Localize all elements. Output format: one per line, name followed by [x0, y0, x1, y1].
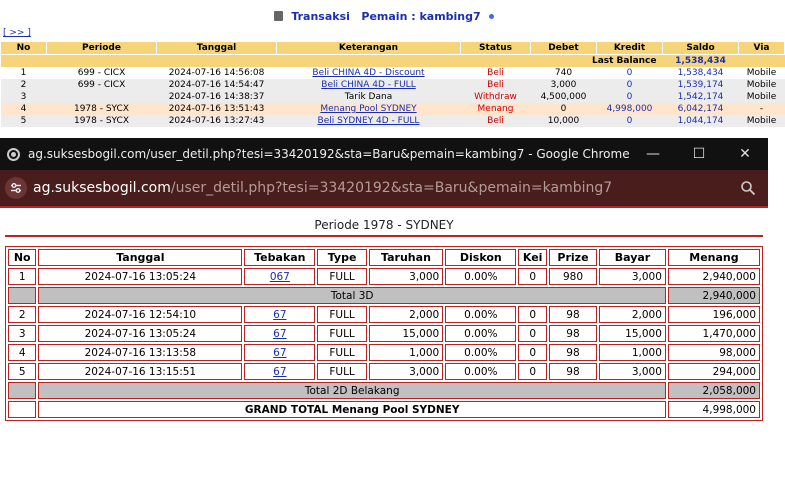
- transaction-cell-tanggal: 2024-07-16 14:56:08: [157, 67, 277, 79]
- bet-col-header: Kei: [518, 249, 546, 266]
- bg-col-header: Periode: [47, 42, 157, 55]
- bet-cell-type: FULL: [317, 344, 366, 361]
- bet-detail-table: [5, 246, 763, 421]
- grand-total-row-value: 4,998,000: [668, 401, 760, 418]
- bet-cell-diskon: 0.00%: [445, 363, 516, 380]
- bet-row: [8, 325, 760, 342]
- bet-cell-bayar: 3,000: [599, 363, 666, 380]
- bet-cell-menang: 2,940,000: [668, 268, 760, 285]
- bet-cell-taruhan: 2,000: [369, 306, 443, 323]
- transaction-cell-status: Withdraw: [461, 91, 531, 103]
- bet-header-row: [8, 249, 760, 266]
- address-bar: [0, 170, 768, 206]
- chrome-app-icon: [7, 148, 20, 161]
- bet-col-header: Taruhan: [369, 249, 443, 266]
- bet-col-header: Prize: [549, 249, 597, 266]
- bet-cell-tebakan: [244, 306, 315, 323]
- bg-col-header: Kredit: [597, 42, 663, 55]
- bet-cell-prize: 98: [549, 306, 597, 323]
- last-balance-row: [1, 55, 785, 68]
- bet-cell-tanggal: 2024-07-16 13:15:51: [38, 363, 242, 380]
- bet-cell-prize: 980: [549, 268, 597, 285]
- top-divider: [0, 206, 768, 208]
- bet-row: [8, 363, 760, 380]
- bg-col-header: Status: [461, 42, 531, 55]
- transaction-cell-kredit: 0: [597, 115, 663, 127]
- next-page-link[interactable]: [ >> ]: [3, 28, 31, 38]
- bet-cell-taruhan: 3,000: [369, 363, 443, 380]
- transaction-cell-debet: 0: [531, 103, 597, 115]
- bet-col-header: Tebakan: [244, 249, 315, 266]
- transaction-cell-no: 5: [1, 115, 47, 127]
- transaction-header-row: [1, 42, 785, 55]
- keterangan-link[interactable]: Beli CHINA 4D - FULL: [321, 80, 416, 90]
- zoom-icon[interactable]: [728, 180, 768, 196]
- bet-cell-tebakan: [244, 325, 315, 342]
- bet-cell-bayar: 15,000: [599, 325, 666, 342]
- keterangan-link[interactable]: Menang Pool SYDNEY: [320, 104, 417, 114]
- bg-col-header: Saldo: [663, 42, 739, 55]
- site-info-icon[interactable]: [5, 177, 27, 199]
- total-3d-row-value: 2,940,000: [668, 287, 760, 304]
- window-title: ag.suksesbogil.com/user_detil.php?tesi=33420192&sta=Baru&pemain=kambing7 - Google Chrome: [28, 147, 630, 161]
- transaction-cell-via: Mobile: [739, 115, 785, 127]
- transaction-cell-ket: [277, 103, 461, 115]
- bet-col-header: Menang: [668, 249, 760, 266]
- bet-cell-kei: 0: [518, 363, 546, 380]
- bet-cell-menang: 294,000: [668, 363, 760, 380]
- bet-col-header: Tanggal: [38, 249, 242, 266]
- window-titlebar[interactable]: [0, 138, 768, 170]
- bet-cell-kei: 0: [518, 344, 546, 361]
- bet-cell-bayar: 3,000: [599, 268, 666, 285]
- document-icon: [274, 11, 283, 21]
- bet-cell-bayar: 1,000: [599, 344, 666, 361]
- bet-cell-no: 5: [8, 363, 36, 380]
- bet-cell-tebakan: [244, 363, 315, 380]
- transaction-row: [1, 103, 785, 115]
- transaction-cell-debet: 10,000: [531, 115, 597, 127]
- status-dot-icon: [489, 14, 494, 19]
- bet-col-header: No: [8, 249, 36, 266]
- bg-col-header: No: [1, 42, 47, 55]
- transaction-cell-no: 1: [1, 67, 47, 79]
- transaction-cell-ket: [277, 115, 461, 127]
- transaction-cell-debet: 3,000: [531, 79, 597, 91]
- url-text[interactable]: [33, 180, 728, 196]
- transaction-cell-periode: [47, 91, 157, 103]
- bet-cell-kei: 0: [518, 306, 546, 323]
- transaction-cell-saldo: 1,538,434: [663, 67, 739, 79]
- transaction-cell-debet: 4,500,000: [531, 91, 597, 103]
- transaction-cell-saldo: 1,044,174: [663, 115, 739, 127]
- transaction-cell-tanggal: 2024-07-16 14:38:37: [157, 91, 277, 103]
- bet-cell-tanggal: 2024-07-16 12:54:10: [38, 306, 242, 323]
- grand-total-row: [8, 401, 760, 418]
- transaction-cell-kredit: 0: [597, 67, 663, 79]
- transaction-cell-tanggal: 2024-07-16 14:54:47: [157, 79, 277, 91]
- bet-cell-diskon: 0.00%: [445, 306, 516, 323]
- periode-divider: [5, 235, 763, 237]
- bet-cell-tanggal: 2024-07-16 13:05:24: [38, 268, 242, 285]
- bet-row: [8, 306, 760, 323]
- transaction-cell-periode: 1978 - SYCX: [47, 115, 157, 127]
- bet-cell-no: 3: [8, 325, 36, 342]
- bet-cell-tanggal: 2024-07-16 13:13:58: [38, 344, 242, 361]
- keterangan-link[interactable]: Beli CHINA 4D - Discount: [312, 68, 425, 78]
- transaction-table: [0, 41, 785, 127]
- tebakan-link[interactable]: 067: [269, 270, 290, 283]
- keterangan-link[interactable]: Beli SYDNEY 4D - FULL: [317, 116, 420, 126]
- bet-cell-type: FULL: [317, 363, 366, 380]
- tebakan-link[interactable]: 67: [273, 308, 287, 321]
- chrome-popup-window: [0, 138, 768, 480]
- last-balance-value: 1,538,434: [663, 55, 739, 68]
- bet-cell-no: 2: [8, 306, 36, 323]
- url-host: ag.suksesbogil.com: [33, 180, 171, 196]
- page-title: [0, 10, 768, 23]
- transaction-cell-ket: [277, 67, 461, 79]
- bet-row: [8, 268, 760, 285]
- bet-cell-no: 1: [8, 268, 36, 285]
- bet-cell-prize: 98: [549, 363, 597, 380]
- bg-col-header: Keterangan: [277, 42, 461, 55]
- bet-cell-type: FULL: [317, 268, 366, 285]
- grand-total-row-label: GRAND TOTAL Menang Pool SYDNEY: [38, 401, 665, 418]
- transaction-cell-kredit: 4,998,000: [597, 103, 663, 115]
- bet-cell-diskon: 0.00%: [445, 344, 516, 361]
- transaction-row: [1, 79, 785, 91]
- bet-col-header: Diskon: [445, 249, 516, 266]
- bg-col-header: Tanggal: [157, 42, 277, 55]
- tebakan-link[interactable]: 67: [273, 346, 287, 359]
- bet-cell-type: FULL: [317, 306, 366, 323]
- total-2d-row-value: 2,058,000: [668, 382, 760, 399]
- bet-cell-type: FULL: [317, 325, 366, 342]
- transaction-cell-periode: 1978 - SYCX: [47, 103, 157, 115]
- maximize-button[interactable]: ☐: [692, 146, 706, 162]
- transaction-cell-saldo: 1,542,174: [663, 91, 739, 103]
- title-player: Pemain : kambing7: [361, 10, 481, 23]
- transaction-cell-periode: 699 - CICX: [47, 67, 157, 79]
- transaction-cell-via: -: [739, 103, 785, 115]
- transaction-cell-via: Mobile: [739, 79, 785, 91]
- bet-cell-no: 4: [8, 344, 36, 361]
- bet-cell-tanggal: 2024-07-16 13:05:24: [38, 325, 242, 342]
- periode-title: Periode 1978 - SYDNEY: [314, 218, 454, 232]
- bet-cell-tebakan: [244, 268, 315, 285]
- bet-cell-diskon: 0.00%: [445, 268, 516, 285]
- background-page: [0, 0, 777, 140]
- transaction-cell-status: Beli: [461, 67, 531, 79]
- tebakan-link[interactable]: 67: [273, 365, 287, 378]
- transaction-cell-via: Mobile: [739, 67, 785, 79]
- bet-row: [8, 344, 760, 361]
- total-2d-row-label: Total 2D Belakang: [38, 382, 665, 399]
- bet-cell-bayar: 2,000: [599, 306, 666, 323]
- transaction-cell-status: Beli: [461, 79, 531, 91]
- minimize-button[interactable]: —: [646, 146, 660, 162]
- popup-content: [0, 206, 768, 480]
- total-3d-row-label: Total 3D: [38, 287, 665, 304]
- title-prefix: Transaksi: [291, 10, 350, 23]
- url-path: /user_detil.php?tesi=33420192&sta=Baru&pemain=kambing7: [170, 180, 613, 196]
- last-balance-label: Last Balance: [1, 55, 663, 68]
- close-button[interactable]: ✕: [739, 146, 751, 162]
- bg-col-header: Via: [739, 42, 785, 55]
- transaction-cell-debet: 740: [531, 67, 597, 79]
- bet-cell-kei: 0: [518, 268, 546, 285]
- bet-cell-prize: 98: [549, 325, 597, 342]
- bet-cell-diskon: 0.00%: [445, 325, 516, 342]
- transaction-cell-status: Menang: [461, 103, 531, 115]
- transaction-row: [1, 91, 785, 103]
- transaction-cell-no: 4: [1, 103, 47, 115]
- tebakan-link[interactable]: 67: [273, 327, 287, 340]
- bet-cell-menang: 1,470,000: [668, 325, 760, 342]
- bet-cell-taruhan: 3,000: [369, 268, 443, 285]
- bg-col-header: Debet: [531, 42, 597, 55]
- bet-cell-taruhan: 1,000: [369, 344, 443, 361]
- transaction-row: [1, 115, 785, 127]
- transaction-cell-saldo: 6,042,174: [663, 103, 739, 115]
- transaction-cell-no: 3: [1, 91, 47, 103]
- transaction-cell-via: Mobile: [739, 91, 785, 103]
- transaction-cell-ket: Tarik Dana: [277, 91, 461, 103]
- total-3d-row: [8, 287, 760, 304]
- transaction-cell-tanggal: 2024-07-16 13:27:43: [157, 115, 277, 127]
- total-2d-row: [8, 382, 760, 399]
- transaction-cell-kredit: 0: [597, 79, 663, 91]
- bet-cell-menang: 196,000: [668, 306, 760, 323]
- bet-cell-tebakan: [244, 344, 315, 361]
- bet-cell-menang: 98,000: [668, 344, 760, 361]
- transaction-cell-saldo: 1,539,174: [663, 79, 739, 91]
- transaction-cell-ket: [277, 79, 461, 91]
- bet-cell-prize: 98: [549, 344, 597, 361]
- transaction-cell-no: 2: [1, 79, 47, 91]
- transaction-cell-kredit: 0: [597, 91, 663, 103]
- transaction-row: [1, 67, 785, 79]
- bet-cell-taruhan: 15,000: [369, 325, 443, 342]
- transaction-cell-status: Beli: [461, 115, 531, 127]
- bet-col-header: Type: [317, 249, 366, 266]
- transaction-cell-tanggal: 2024-07-16 13:51:43: [157, 103, 277, 115]
- bet-cell-kei: 0: [518, 325, 546, 342]
- bet-col-header: Bayar: [599, 249, 666, 266]
- transaction-cell-periode: 699 - CICX: [47, 79, 157, 91]
